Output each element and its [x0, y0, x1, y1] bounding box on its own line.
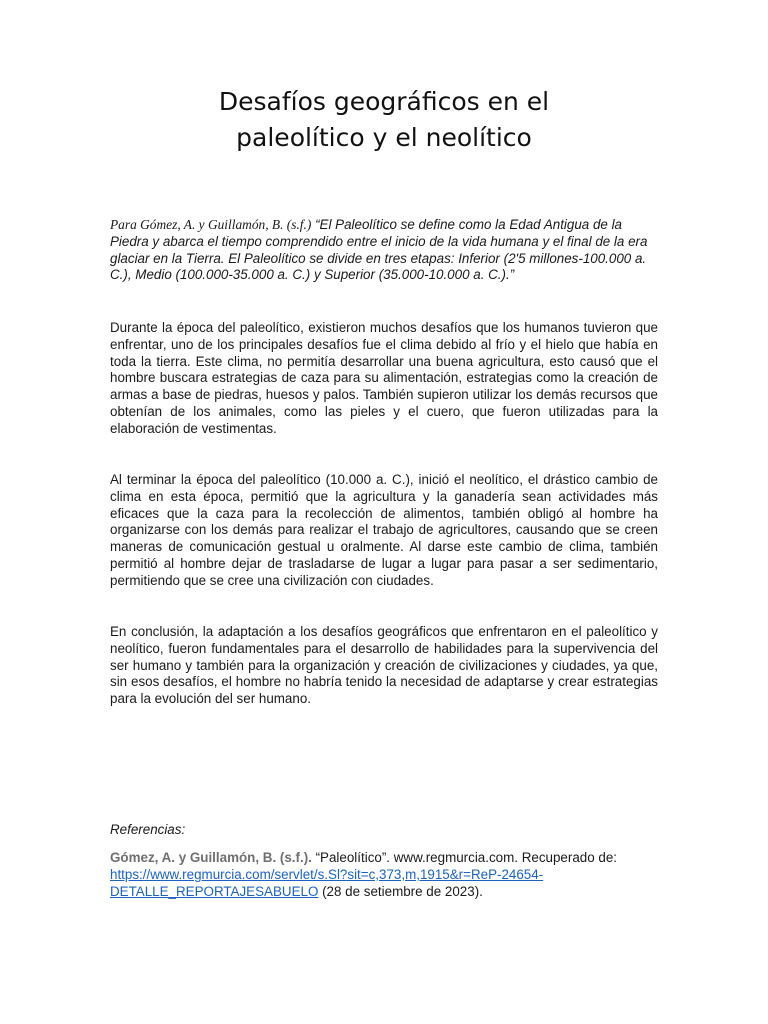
intro-quote: “El Paleolítico se define como la Edad Antigua de la Piedra y abarca el tiempo comprendido entre el inicio de la vida humana y el final de la era glaciar en la Tierra. El Paleolítico se divide en tres etapas: Inferior (2'5 millones-100.000 a. C.), Medio (100.000-35.000 a. C.) y Superior (35.000-10.000 a. C.).”: [110, 217, 648, 283]
reference-date: (28 de setiembre de 2023).: [318, 884, 483, 899]
reference-link[interactable]: https://www.regmurcia.com/servlet/s.Sl?sit=c,373,m,1915&r=ReP-24654-DETALLE_REPORTAJESABUELO: [110, 867, 544, 899]
reference-author: Gómez, A. y Guillamón, B. (s.f.).: [110, 850, 312, 865]
title-line-1: Desafíos geográficos en el: [218, 87, 550, 116]
intro-citation: Para Gómez, A. y Guillamón, B. (s.f.): [110, 217, 312, 232]
body-paragraph-conclusion: En conclusión, la adaptación a los desafíos geográficos que enfrentaron en el paleolítico y neolítico, fueron fundamentales para el desarrollo de habilidades para la supervivencia del ser humano y también para la organización y creación de civilizaciones y ciudades, ya que, sin esos desafíos, el hombre no habría tenido la necesidad de adaptarse y crear estrategias para la evolución del ser humano.: [110, 624, 658, 707]
document-title: [0, 84, 768, 156]
reference-text: “Paleolítico”. www.regmurcia.com. Recuperado de:: [311, 850, 618, 865]
body-paragraph-paleolithic: Durante la época del paleolítico, existieron muchos desafíos que los humanos tuvieron que enfrentar, uno de los principales desafíos fue el clima debido al frío y el hielo que había en toda la tierra. Este clima, no permitía desarrollar una buena agricultura, esto causó que el hombre buscara estrategias de caza para su alimentación, estrategias como la creación de armas a base de piedras, huesos y palos. También supieron utilizar los demás recursos que obtenían de los animales, como las pieles y el cuero, que fueron utilizadas para la elaboración de vestimentas.: [110, 320, 658, 436]
reference-entry: [110, 849, 658, 900]
body-paragraph-neolithic: Al terminar la época del paleolítico (10.000 a. C.), inició el neolítico, el drástico cambio de clima en esta época, permitió que la agricultura y la ganadería sean actividades más eficaces que la caza para la recolección de alimentos, también obligó al hombre ha organizarse con los demás para realizar el trabajo de agricultores, causando que se creen maneras de comunicación gestual u oralmente. Al darse este cambio de clima, también permitió al hombre dejar de trasladarse de lugar a lugar para pasar a ser sedimentario, permitiendo que se cree una civilización con ciudades.: [110, 472, 658, 588]
intro-paragraph: [110, 217, 658, 284]
references-heading: Referencias:: [110, 822, 186, 837]
title-line-2: paleolítico y el neolítico: [236, 123, 532, 152]
